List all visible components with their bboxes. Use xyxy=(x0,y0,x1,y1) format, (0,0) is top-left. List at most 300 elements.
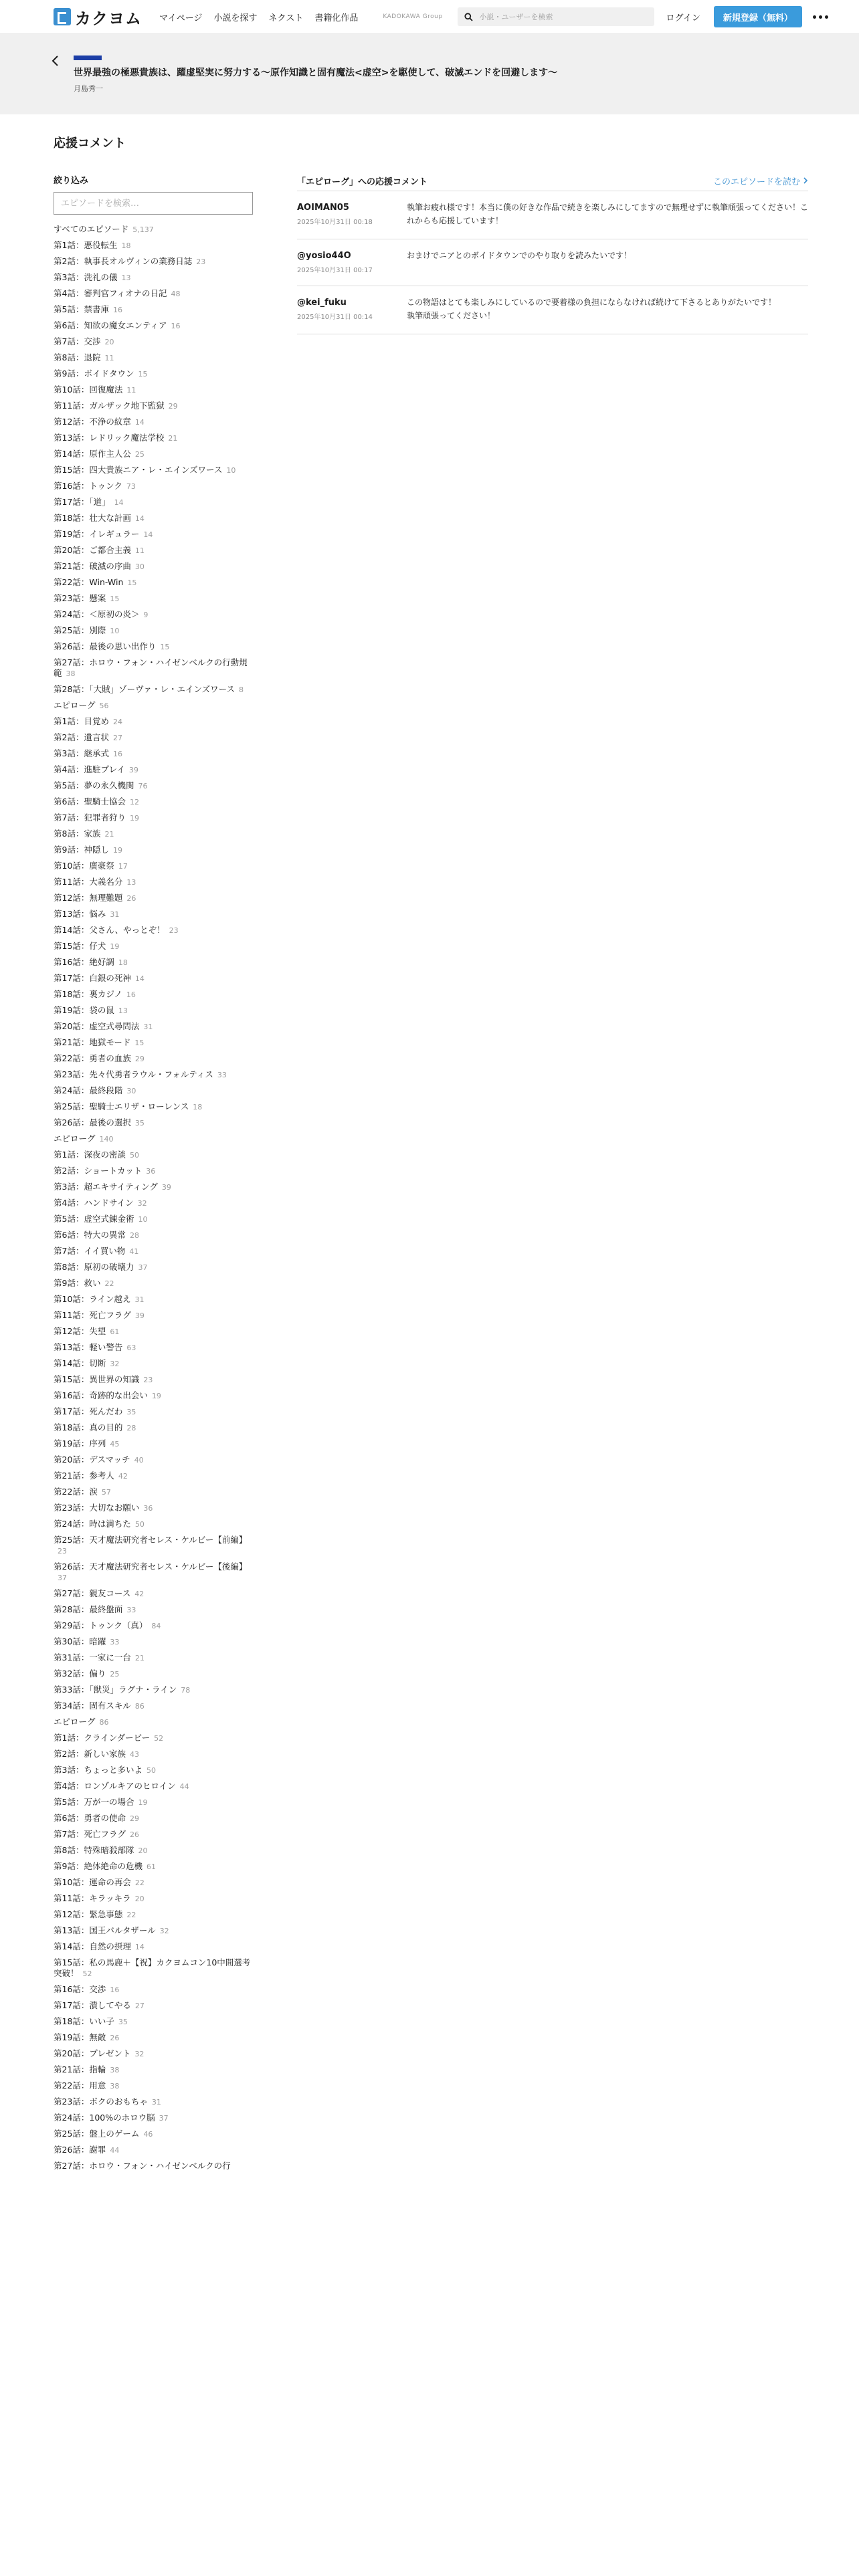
comment-count: 16 xyxy=(126,990,136,999)
episode-label: 第25話：聖騎士エリザ・ローレンス xyxy=(54,1101,189,1111)
site-logo[interactable] xyxy=(54,5,142,29)
episode-filter-item[interactable] xyxy=(54,301,254,317)
episode-label: 第19話：序列 xyxy=(54,1438,106,1448)
episode-filter-item[interactable] xyxy=(54,526,254,542)
comment-count: 30 xyxy=(126,1087,136,1095)
comment-count: 19 xyxy=(112,846,122,855)
episode-filter-item[interactable] xyxy=(54,429,254,445)
episode-filter-item[interactable] xyxy=(54,1922,254,1938)
episode-filter-item[interactable] xyxy=(54,1794,254,1810)
comment-count: 29 xyxy=(134,1055,145,1063)
episode-label: 第12話：緊急事態 xyxy=(54,1909,123,1919)
episode-label: 第14話：父さん、やっとぞ！ xyxy=(54,925,165,935)
site-header xyxy=(0,0,859,34)
read-episode-link[interactable] xyxy=(713,175,808,187)
comment-count: 11 xyxy=(134,546,145,555)
comment-count: 36 xyxy=(143,1504,153,1513)
episode-filter-item[interactable] xyxy=(54,1810,254,1826)
episode-filter-item[interactable] xyxy=(54,1162,254,1178)
comment-count: 10 xyxy=(138,1215,148,1224)
comment-count: 23 xyxy=(143,1376,153,1384)
episode-filter-item[interactable] xyxy=(54,1601,254,1617)
episode-label: 第16話：トゥンク xyxy=(54,481,122,491)
episode-filter-item[interactable] xyxy=(54,2093,254,2109)
episode-filter-item[interactable] xyxy=(54,1997,254,2013)
episode-label: 第18話：いい子 xyxy=(54,2016,114,2026)
comment-count: 38 xyxy=(66,669,76,678)
episode-label: エピローグ xyxy=(54,700,96,710)
episode-filter-item[interactable] xyxy=(54,1034,254,1050)
episode-filter-item[interactable] xyxy=(54,237,254,253)
episode-filter-item[interactable] xyxy=(54,1194,254,1210)
episode-filter-item[interactable] xyxy=(54,1681,254,1697)
episode-label: 第7話：イイ買い物 xyxy=(54,1246,126,1256)
episode-filter-item[interactable] xyxy=(54,2125,254,2141)
comment-count: 61 xyxy=(110,1327,120,1336)
comment-count: 44 xyxy=(179,1782,189,1791)
episode-filter-item[interactable] xyxy=(54,1826,254,1842)
work-banner xyxy=(0,34,859,114)
episode-label: 第17話：白銀の死神 xyxy=(54,973,131,983)
kadokawa-group-label: KADOKAWA Group xyxy=(383,13,443,20)
nav-next[interactable]: ネクスト xyxy=(268,13,304,23)
episode-label: 第9話：ボイドタウン xyxy=(54,368,134,379)
episode-label: 第6話：聖騎士協会 xyxy=(54,796,126,807)
episode-filter-item[interactable] xyxy=(54,1243,254,1259)
episode-filter-item[interactable] xyxy=(54,2061,254,2077)
comment-count: 10 xyxy=(226,466,236,475)
episode-label: 第2話：遺言状 xyxy=(54,732,109,742)
episode-filter-item[interactable] xyxy=(54,1098,254,1114)
episode-filter-item[interactable] xyxy=(54,1858,254,1874)
signup-button[interactable]: 新規登録（無料） xyxy=(714,6,802,27)
episode-label: 第7話：犯罪者狩り xyxy=(54,813,126,823)
episode-filter-item[interactable] xyxy=(54,1082,254,1098)
nav-find-novels[interactable]: 小説を探す xyxy=(213,13,258,23)
more-menu-icon[interactable] xyxy=(812,15,830,19)
comment-count: 30 xyxy=(134,562,145,571)
comment-count: 27 xyxy=(134,2002,145,2010)
site-search xyxy=(458,7,654,26)
episode-label: 第16話：交渉 xyxy=(54,1984,106,1994)
episode-filter-item[interactable] xyxy=(54,1210,254,1226)
episode-filter-item[interactable] xyxy=(54,1633,254,1649)
episode-label: 第13話：国王バルタザール xyxy=(54,1925,156,1935)
episode-filter-item[interactable] xyxy=(54,1665,254,1681)
comment-count: 10 xyxy=(110,627,120,635)
comment-count: 33 xyxy=(110,1638,120,1646)
comment-count: 42 xyxy=(134,1590,145,1598)
episode-label: 第16話：奇跡的な出会い xyxy=(54,1390,148,1400)
comment-count: 44 xyxy=(110,2146,120,2155)
episode-label: 第26話：最後の選択 xyxy=(54,1117,131,1128)
episode-filter-item[interactable] xyxy=(54,1355,254,1371)
search-input[interactable] xyxy=(478,12,642,22)
comment-count: 23 xyxy=(169,926,179,935)
episode-filter-item[interactable] xyxy=(54,922,254,938)
episode-list xyxy=(54,221,254,2173)
comment-count: 42 xyxy=(118,1472,128,1481)
episode-label: 第4話：ハンドサイン xyxy=(54,1198,134,1208)
episode-filter-item[interactable] xyxy=(54,1531,254,1558)
episode-label: 第1話：深夜の密談 xyxy=(54,1150,126,1160)
comment-count: 57 xyxy=(101,1488,111,1497)
episode-label: 第8話：特殊暗殺部隊 xyxy=(54,1845,134,1855)
episode-filter-item[interactable] xyxy=(54,1275,254,1291)
episode-label: 第28話：「大賊」ゾーヴァ・レ・エインズワース xyxy=(54,684,235,694)
episode-label: 第22話：用意 xyxy=(54,2080,106,2090)
episode-label: 第11話：死亡フラグ xyxy=(54,1310,131,1320)
episode-label: 第34話：固有スキル xyxy=(54,1701,131,1711)
comment-count: 86 xyxy=(134,1702,145,1711)
episode-label: 第29話：トゥンク（真） xyxy=(54,1620,148,1630)
episode-filter-item[interactable] xyxy=(54,1842,254,1858)
comments-title: 「エピローグ」への応援コメント xyxy=(297,177,428,187)
episode-filter-item[interactable] xyxy=(54,1050,254,1066)
back-chevron-icon[interactable] xyxy=(51,54,60,68)
comment-text: この物語はとても楽しみにしているので要着様の負担にならなければ続けて下さるとありがたいです！ 執筆頑張ってください！ xyxy=(407,298,777,320)
episode-filter-item[interactable] xyxy=(54,1018,254,1034)
episode-filter-item[interactable] xyxy=(54,713,254,729)
comment-count: 21 xyxy=(104,830,114,839)
comment-count: 52 xyxy=(154,1734,164,1743)
chevron-right-icon xyxy=(803,177,808,185)
comment-count: 26 xyxy=(129,1830,139,1839)
episode-filter-item[interactable] xyxy=(54,1226,254,1243)
episode-label: 第21話：地獄モード xyxy=(54,1037,131,1047)
episode-filter-item[interactable] xyxy=(54,477,254,494)
comment-count: 35 xyxy=(118,2018,128,2026)
comment-count: 52 xyxy=(82,1969,92,1978)
episode-filter-item[interactable] xyxy=(54,1291,254,1307)
comment-count: 28 xyxy=(129,1231,139,1240)
episode-label: 第11話：大義名分 xyxy=(54,877,123,887)
logo-text: カクヨム xyxy=(75,9,142,28)
episode-label: 第9話：絶体絶命の危機 xyxy=(54,1861,142,1871)
comment-count: 32 xyxy=(110,1360,120,1368)
episode-filter-item[interactable] xyxy=(54,681,254,697)
episode-filter-item[interactable] xyxy=(54,809,254,825)
episode-filter-item[interactable] xyxy=(54,542,254,558)
episode-filter-item[interactable] xyxy=(54,1954,254,1981)
comment-count: 29 xyxy=(168,402,178,411)
episode-filter-item[interactable] xyxy=(54,1002,254,1018)
episode-filter-item[interactable] xyxy=(54,622,254,638)
episode-filter-item[interactable] xyxy=(54,1515,254,1531)
comment-meta xyxy=(297,251,407,274)
episode-filter-item[interactable] xyxy=(54,1467,254,1483)
episode-filter-item[interactable] xyxy=(54,1323,254,1339)
comment-count: 31 xyxy=(110,910,120,919)
episode-label: 第32話：偏り xyxy=(54,1669,106,1679)
episode-filter-item[interactable] xyxy=(54,2045,254,2061)
episode-filter-item[interactable] xyxy=(54,558,254,574)
comment-count: 40 xyxy=(134,1456,144,1465)
comment-count: 14 xyxy=(134,1943,145,1951)
episode-filter-item[interactable] xyxy=(54,349,254,365)
episode-label: 第4話：審判官フィオナの日記 xyxy=(54,288,167,298)
episode-filter-item[interactable] xyxy=(54,397,254,413)
work-title[interactable]: 世界最強の極悪貴族は、躍虚堅実に努力する〜原作知識と固有魔法<虚空>を駆使して、破滅エンドを回避します〜 xyxy=(74,68,558,78)
episode-label: 第24話：最終段階 xyxy=(54,1085,123,1095)
episode-filter-item[interactable] xyxy=(54,1713,254,1729)
episode-filter-item[interactable] xyxy=(54,606,254,622)
episode-label: 第6話：知欲の魔女エンティア xyxy=(54,320,167,330)
episode-filter-item[interactable] xyxy=(54,857,254,873)
episode-search-input[interactable] xyxy=(54,192,253,215)
episode-label: 第18話：壮大な計画 xyxy=(54,513,131,523)
episode-filter-item[interactable] xyxy=(54,1890,254,1906)
episode-filter-item[interactable] xyxy=(54,494,254,510)
episode-label: 第3話：ちょっと多いよ xyxy=(54,1765,142,1775)
episode-filter-item[interactable] xyxy=(54,1178,254,1194)
comment-count: 63 xyxy=(126,1344,136,1352)
episode-filter-item[interactable] xyxy=(54,793,254,809)
episode-filter-item[interactable] xyxy=(54,1761,254,1778)
episode-filter-item[interactable] xyxy=(54,1146,254,1162)
comments-header xyxy=(297,171,808,191)
episode-label: 第8話：退院 xyxy=(54,352,101,362)
comment-count: 21 xyxy=(134,1654,145,1662)
episode-label: エピローグ xyxy=(54,1134,96,1144)
episode-filter-item[interactable] xyxy=(54,413,254,429)
episode-label: 第8話：家族 xyxy=(54,829,101,839)
episode-filter-item[interactable] xyxy=(54,873,254,889)
episode-filter-item[interactable] xyxy=(54,365,254,381)
episode-filter-item[interactable] xyxy=(54,1339,254,1355)
comment-count: 21 xyxy=(168,434,178,443)
episode-label: 第13話：レドリック魔法学校 xyxy=(54,433,165,443)
comment-count: 86 xyxy=(99,1718,109,1727)
episode-label: 第31話：一家に一台 xyxy=(54,1652,131,1662)
comment-count: 15 xyxy=(127,578,137,587)
episode-filter-item[interactable] xyxy=(54,1066,254,1082)
episode-label: 第14話：原作主人公 xyxy=(54,449,131,459)
episode-label: 第3話：洗礼の儀 xyxy=(54,272,118,282)
episode-filter-item[interactable] xyxy=(54,697,254,713)
episode-filter-item[interactable] xyxy=(54,777,254,793)
episode-filter-item[interactable] xyxy=(54,1697,254,1713)
episode-filter-item[interactable] xyxy=(54,889,254,905)
episode-filter-item[interactable] xyxy=(54,1558,254,1585)
comment-count: 31 xyxy=(134,1295,145,1304)
episode-filter-item[interactable] xyxy=(54,1906,254,1922)
comment-user[interactable]: @yosio44O xyxy=(297,251,351,261)
comment-count: 36 xyxy=(146,1167,156,1176)
episode-label: 第8話：原初の破壊力 xyxy=(54,1262,134,1272)
episode-filter-item[interactable] xyxy=(54,1419,254,1435)
work-author[interactable]: 月島秀一 xyxy=(74,84,103,93)
episode-filter-item[interactable] xyxy=(54,1307,254,1323)
episode-filter-item[interactable] xyxy=(54,2109,254,2125)
comment-user[interactable]: AOIMAN05 xyxy=(297,203,349,213)
episode-filter-item[interactable] xyxy=(54,1403,254,1419)
episode-filter-item[interactable] xyxy=(54,761,254,777)
episode-filter-item[interactable] xyxy=(54,2013,254,2029)
nav-mypage[interactable]: マイページ xyxy=(159,13,203,23)
episode-label: 第33話：「獣災」ラグナ・ライン xyxy=(54,1685,177,1695)
episode-filter-item[interactable] xyxy=(54,745,254,761)
comment-count: 15 xyxy=(134,1039,145,1047)
episode-filter-item[interactable] xyxy=(54,2157,254,2173)
episode-label: 第22話：Win-Win xyxy=(54,577,124,587)
episode-label: 第5話：万が一の場合 xyxy=(54,1797,134,1807)
episode-label: 第24話：＜原初の炎＞ xyxy=(54,609,140,619)
search-icon xyxy=(464,13,473,21)
comment-count: 15 xyxy=(138,370,148,379)
episode-filter-item[interactable] xyxy=(54,954,254,970)
episode-filter-item[interactable] xyxy=(54,841,254,857)
episode-filter-item[interactable] xyxy=(54,317,254,333)
comment-count: 37 xyxy=(138,1263,148,1272)
episode-filter-item[interactable] xyxy=(54,905,254,922)
episode-filter-item[interactable] xyxy=(54,970,254,986)
episode-label: 第2話：執事長オルヴィンの業務日誌 xyxy=(54,256,193,266)
episode-filter-item[interactable] xyxy=(54,1435,254,1451)
comment-count: 13 xyxy=(126,878,136,887)
episode-label: 第6話：勇者の使命 xyxy=(54,1813,126,1823)
episode-label: 第16話：絶好調 xyxy=(54,957,114,967)
comment-count: 33 xyxy=(217,1071,227,1079)
episode-label: 第3話：継承式 xyxy=(54,748,109,758)
episode-filter-item[interactable] xyxy=(54,825,254,841)
episode-label: 第2話：新しい家族 xyxy=(54,1749,126,1759)
episode-filter-item[interactable] xyxy=(54,253,254,269)
comment-count: 16 xyxy=(112,750,122,758)
comment-count: 39 xyxy=(134,1311,145,1320)
episode-filter-item[interactable] xyxy=(54,1745,254,1761)
comment-count: 32 xyxy=(137,1199,147,1208)
episode-filter-item[interactable] xyxy=(54,445,254,461)
comment-count: 23 xyxy=(58,1547,67,1555)
episode-filter-item[interactable] xyxy=(54,590,254,606)
episode-filter-item[interactable] xyxy=(54,1617,254,1633)
episode-label: 第11話：キラッキラ xyxy=(54,1893,131,1903)
episode-filter-item[interactable] xyxy=(54,1371,254,1387)
episode-label: 第5話：虚空式錬金術 xyxy=(54,1214,134,1224)
nav-published-works[interactable]: 書籍化作品 xyxy=(314,13,359,23)
episode-filter-item[interactable] xyxy=(54,1981,254,1997)
comment-count: 13 xyxy=(121,274,131,282)
episode-filter-item[interactable] xyxy=(54,2029,254,2045)
episode-filter-item[interactable] xyxy=(54,1387,254,1403)
episode-filter-item[interactable] xyxy=(54,1130,254,1146)
episode-label: 第18話：真の目的 xyxy=(54,1422,123,1432)
episode-filter-item[interactable] xyxy=(54,574,254,590)
episode-label: 第26話：謝罪 xyxy=(54,2145,106,2155)
episode-filter-item[interactable] xyxy=(54,510,254,526)
episode-label: 第20話：虚空式尋問法 xyxy=(54,1021,140,1031)
episode-filter-item[interactable] xyxy=(54,2077,254,2093)
episode-filter-item[interactable] xyxy=(54,1585,254,1601)
comment-count: 27 xyxy=(112,734,122,742)
comment-count: 50 xyxy=(129,1151,139,1160)
login-link[interactable]: ログイン xyxy=(666,13,700,23)
comment-count: 37 xyxy=(159,2114,169,2123)
episode-label: 第10話：ライン越え xyxy=(54,1294,131,1304)
episode-filter-item[interactable] xyxy=(54,1778,254,1794)
episode-label: 第14話：切断 xyxy=(54,1358,106,1368)
comment-count: 14 xyxy=(143,530,153,539)
episode-filter-item[interactable] xyxy=(54,1649,254,1665)
episode-label: 第15話：私の馬鹿＋【祝】カクヨムコン10中間選考突破！ xyxy=(54,1957,251,1978)
episode-label: 第25話：天才魔法研究者セレス・ケルビー【前編】 xyxy=(54,1535,248,1545)
comment-user[interactable]: @kei_fuku xyxy=(297,298,347,308)
work-color-bar xyxy=(74,56,102,60)
episode-label: 第1話：目覚め xyxy=(54,716,109,726)
comment-count: 22 xyxy=(134,1879,145,1887)
episode-filter-item[interactable] xyxy=(54,654,254,681)
comment-count: 20 xyxy=(104,338,114,346)
episode-filter-item[interactable] xyxy=(54,938,254,954)
comment-count: 37 xyxy=(58,1574,67,1582)
episode-label: 第28話：最終盤面 xyxy=(54,1604,123,1614)
episode-label: すべてのエピソード xyxy=(54,224,129,234)
episode-filter-item[interactable] xyxy=(54,1114,254,1130)
comment-text: おまけでニアとのボイドタウンでのやり取りを読みたいです！ xyxy=(407,251,632,260)
comment-count: 14 xyxy=(134,418,145,427)
comment-count: 76 xyxy=(138,782,148,790)
episode-filter-item[interactable] xyxy=(54,2141,254,2157)
episode-filter-item[interactable] xyxy=(54,333,254,349)
episode-filter-item[interactable] xyxy=(54,1874,254,1890)
comment-count: 31 xyxy=(151,2098,161,2107)
episode-filter-item[interactable] xyxy=(54,1938,254,1954)
episode-filter-item[interactable] xyxy=(54,461,254,477)
episode-filter-item[interactable] xyxy=(54,381,254,397)
episode-filter-item[interactable] xyxy=(54,1483,254,1499)
comment-count: 20 xyxy=(134,1895,145,1903)
comment-count: 18 xyxy=(121,241,131,250)
comment-count: 24 xyxy=(112,718,122,726)
comment-count: 41 xyxy=(129,1247,139,1256)
comment-count: 17 xyxy=(118,862,128,871)
episode-filter-item[interactable] xyxy=(54,986,254,1002)
episode-label: 第5話：夢の永久機関 xyxy=(54,780,134,790)
episode-label: 第23話：先々代勇者ラウル・フォルティス xyxy=(54,1069,213,1079)
comment-count: 11 xyxy=(126,386,136,395)
episode-label: 第10話：廣豪祭 xyxy=(54,861,114,871)
episode-label: 第9話：救い xyxy=(54,1278,101,1288)
episode-label: 第15話：異世界の知識 xyxy=(54,1374,140,1384)
episode-filter-item[interactable] xyxy=(54,638,254,654)
comments-panel xyxy=(297,171,808,334)
comment-meta xyxy=(297,203,407,227)
comment-count: 50 xyxy=(134,1520,145,1529)
episode-filter-item[interactable] xyxy=(54,729,254,745)
episode-filter-item[interactable] xyxy=(54,1499,254,1515)
episode-filter-item[interactable] xyxy=(54,1259,254,1275)
episode-filter-item[interactable] xyxy=(54,285,254,301)
episode-label: 第18話：裏カジノ xyxy=(54,989,122,999)
episode-label: 第23話：ボクのおもちゃ xyxy=(54,2097,148,2107)
episode-filter-item[interactable] xyxy=(54,1729,254,1745)
comment-count: 13 xyxy=(118,1006,128,1015)
read-episode-label: このエピソードを読む xyxy=(712,177,800,187)
episode-label: 第10話：運命の再会 xyxy=(54,1877,131,1887)
episode-label: 第17話：「道」 xyxy=(54,497,110,507)
episode-label: 第27話：親友コース xyxy=(54,1588,131,1598)
episode-filter-item[interactable] xyxy=(54,221,254,237)
episode-filter-item[interactable] xyxy=(54,1451,254,1467)
comment-count: 26 xyxy=(110,2034,120,2042)
comment-count: 19 xyxy=(110,942,120,951)
episode-filter-item[interactable] xyxy=(54,269,254,285)
comment-count: 38 xyxy=(110,2066,120,2074)
episode-label: 第23話：懸案 xyxy=(54,593,106,603)
episode-label: 第20話：プレゼント xyxy=(54,2048,131,2058)
episode-label: 第14話：自然の摂理 xyxy=(54,1941,131,1951)
